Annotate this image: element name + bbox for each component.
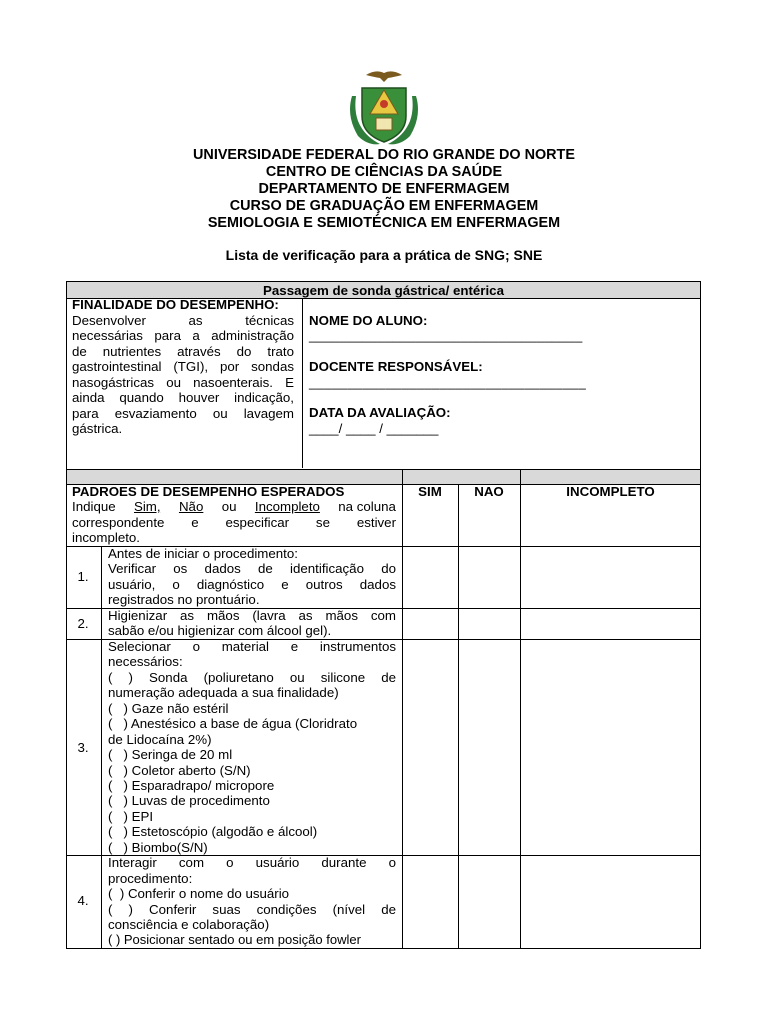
center-name: CENTRO DE CIÊNCIAS DA SAÚDE: [265, 164, 503, 180]
col-line: [101, 546, 102, 949]
purpose-line: gástrica.: [72, 421, 123, 436]
instruction-prefix: Indique: [72, 499, 116, 514]
teacher-label: DOCENTE RESPONSÁVEL:: [309, 359, 483, 374]
instruction-suffix: na coluna: [338, 499, 396, 514]
purpose-line: Desenvolver as técnicas: [72, 313, 294, 328]
item-line: ( ) EPI: [108, 809, 154, 824]
purpose-line: gastrointestinal (TGI), por sondas: [72, 359, 294, 374]
course-name: CURSO DE GRADUAÇÃO EM ENFERMAGEM: [229, 198, 539, 214]
item-number: 3.: [77, 740, 89, 755]
item-line: ( ) Biombo(S/N): [108, 840, 208, 855]
teacher-field[interactable]: ____________________________________: [309, 375, 587, 390]
item-line: Interagir com o usuário durante o: [108, 855, 396, 870]
item-line: ( ) Conferir o nome do usuário: [108, 886, 290, 901]
col-line: [402, 469, 403, 949]
item-line: de Lidocaína 2%): [108, 732, 212, 747]
item-line: ( ) Sonda (poliuretano ou silicone de: [108, 670, 396, 685]
item-number: 1.: [77, 569, 89, 584]
procedure-title: Passagem de sonda gástrica/ entérica: [263, 283, 504, 298]
purpose-line: de nutrientes através do trato: [72, 344, 294, 359]
item-line: ( ) Gaze não estéril: [108, 701, 229, 716]
standards-instruction-line3: incompleto.: [72, 530, 140, 545]
student-name-field[interactable]: ____________________________________: [309, 328, 583, 343]
purpose-line: para esvaziamento ou lavagem: [72, 406, 294, 421]
item-number: 2.: [77, 616, 89, 631]
instruction-ou: ou: [221, 499, 237, 514]
item-line: ( ) Posicionar sentado ou em posição fowler: [108, 932, 361, 947]
purpose-line: necessárias para a administração: [72, 328, 294, 343]
university-crest-logo: [336, 66, 432, 148]
column-sim-header: SIM: [418, 484, 442, 499]
purpose-heading: FINALIDADE DO DESEMPENHO:: [72, 297, 279, 312]
option-sim: Sim,: [133, 499, 161, 514]
purpose-divider: [302, 298, 303, 468]
discipline-name: SEMIOLOGIA E SEMIOTÉCNICA EM ENFERMAGEM: [207, 215, 561, 231]
standards-instruction-line: [72, 499, 396, 515]
item-line: consciência e colaboração): [108, 917, 270, 932]
item-line: Higienizar as mãos (lavra as mãos com: [108, 608, 396, 623]
student-name-label: NOME DO ALUNO:: [309, 313, 428, 328]
item-line: ( ) Estetoscópio (algodão e álcool): [108, 824, 318, 839]
column-incompleto-header: INCOMPLETO: [566, 484, 655, 499]
column-nao-header: NAO: [474, 484, 504, 499]
item-line: necessários:: [108, 654, 183, 669]
item-line: ( ) Anestésico a base de água (Cloridrato: [108, 716, 358, 731]
department-name: DEPARTAMENTO DE ENFERMAGEM: [258, 181, 510, 197]
item-line: ( ) Luvas de procedimento: [108, 793, 270, 808]
option-nao: Não: [178, 499, 204, 514]
item-line: usuário, o diagnóstico e outros dados: [108, 577, 396, 592]
standards-instruction-line2: correspondente e especificar se estiver: [72, 515, 396, 530]
item-line: ( ) Esparadrapo/ micropore: [108, 778, 275, 793]
col-line: [520, 469, 521, 949]
item-line: Antes de iniciar o procedimento:: [108, 546, 298, 561]
checklist-title: Lista de verificação para a prática de SNG; SNE: [225, 247, 543, 263]
item-line: sabão e/ou higienizar com álcool gel).: [108, 623, 332, 638]
item-line: ( ) Conferir suas condições (nível de: [108, 902, 396, 917]
university-name: UNIVERSIDADE FEDERAL DO RIO GRANDE DO NORTE: [193, 147, 575, 163]
option-incompleto: Incompleto: [254, 499, 320, 514]
item-line: ( ) Coletor aberto (S/N): [108, 763, 251, 778]
evaluation-date-field[interactable]: ____/ ____ / _______: [309, 421, 439, 436]
item-line: Verificar os dados de identificação do: [108, 561, 396, 576]
purpose-line: ainda quando houver indicação,: [72, 390, 294, 405]
standards-title: PADROES DE DESEMPENHO ESPERADOS: [72, 484, 345, 499]
purpose-line: nasogástricas ou nasoenterais. E: [72, 375, 294, 390]
col-line: [458, 484, 459, 949]
item-line: ( ) Seringa de 20 ml: [108, 747, 233, 762]
item-line: registrados no prontuário.: [108, 592, 260, 607]
item-line: Selecionar o material e instrumentos: [108, 639, 396, 654]
item-number: 4.: [77, 893, 89, 908]
evaluation-date-label: DATA DA AVALIAÇÃO:: [309, 405, 451, 420]
item-line: numeração adequada a sua finalidade): [108, 685, 339, 700]
item-line: procedimento:: [108, 871, 193, 886]
